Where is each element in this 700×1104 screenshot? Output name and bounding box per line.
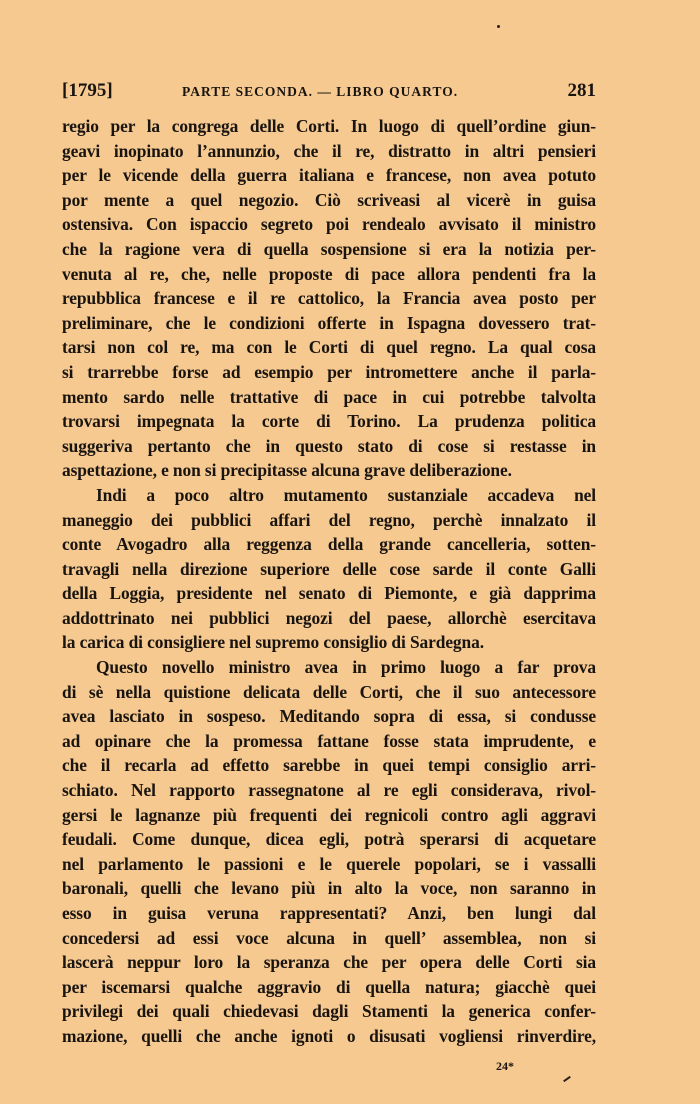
text-line: mento sardo nelle trattative di pace in cui potrebbe talvolta [62,386,596,407]
text-line: privilegi dei quali chiedevasi dagli Stamenti la generica confer- [62,1001,596,1022]
text-line: por mente a quel negozio. Ciò scriveasi al vicerè in guisa [62,189,596,210]
text-line: della Loggia, presidente nel senato di Piemonte, e già dapprima [62,583,596,604]
text-line: avea lasciato in sospeso. Meditando sopra di essa, si condusse [62,706,596,727]
text-line: conte Avogadro alla reggenza della grande cancelleria, sotten- [62,534,596,555]
ink-speck [497,25,500,28]
text-line: repubblica francese e il re cattolico, la Francia avea posto per [62,288,596,309]
text-line: nel parlamento le passioni e le querele popolari, se i vassalli [62,853,596,874]
ink-stroke [563,1076,571,1082]
text-line: geavi inopinato l’annunzio, che il re, distratto in altri pensieri [62,140,596,161]
text-line: che il recarla ad effetto sarebbe in quei tempi consiglio arri- [62,755,596,776]
page-number: 281 [567,80,596,101]
text-line: che la ragione vera di quella sospensione si era la notizia per- [62,238,596,259]
text-line: venuta al re, che, nelle proposte di pace allora pendenti fra la [62,263,596,284]
header-year: [1795] [62,80,113,101]
text-line: preliminare, che le condizioni offerte in Ispagna dovessero trat- [62,312,596,333]
text-line: lascerà neppur loro la speranza che per opera delle Corti sia [62,952,596,973]
text-line: tarsi non col re, ma con le Corti di quel regno. La qual cosa [62,337,596,358]
text-line: trovarsi impegnata la corte di Torino. La prudenza politica [62,411,596,432]
signature-mark: 24* [496,1059,514,1073]
text-line: ostensiva. Con ispaccio segreto poi rendealo avvisato il ministro [62,214,596,235]
text-line: ad opinare che la promessa fattane fosse stata imprudente, e [62,730,596,751]
text-line: schiato. Nel rapporto rassegnatone al re egli considerava, rivol- [62,780,596,801]
text-line: la carica di consigliere nel supremo consiglio di Sardegna. [62,632,484,653]
text-line: baronali, quelli che levano più in alto la voce, non saranno in [62,878,596,899]
text-line: travagli nella direzione superiore delle cose sarde il conte Galli [62,558,596,579]
text-line: feudali. Come dunque, dicea egli, potrà sperarsi di acquetare [62,829,596,850]
text-line: esso in guisa veruna rappresentati? Anzi, ben lungi dal [62,903,596,923]
text-line: regio per la congrega delle Corti. In luogo di quell’ordine giun- [62,116,596,136]
text-line: aspettazione, e non si precipitasse alcuna grave deliberazione. [62,460,512,481]
running-title: PARTE SECONDA. — LIBRO QUARTO. [182,84,459,99]
text-line: gersi le lagnanze più frequenti dei regnicoli contro agli aggravi [62,804,596,825]
text-line: maneggio dei pubblici affari del regno, perchè innalzato il [62,509,596,530]
text-line: per iscemarsi qualche aggravio di quella natura; giacchè quei [62,976,596,997]
text-line: addottrinato nei pubblici negozi del paese, allorchè esercitava [62,607,596,628]
text-line: concedersi ad essi voce alcuna in quell’ assemblea, non si [62,927,596,948]
body-text [62,114,596,1049]
text-line: suggeriva pertanto che in questo stato di cose si restasse in [62,435,596,456]
text-line: mazione, quelli che anche ignoti o disusati vogliensi rinverdire, [62,1025,596,1046]
text-line: si trarrebbe forse ad esempio per intromettere anche il parla- [62,361,596,382]
running-header [62,80,596,104]
paragraph-start-line: Questo novello ministro avea in primo luogo a far prova [96,657,596,678]
text-line: per le vicende della guerra italiana e francese, non avea potuto [62,165,596,186]
paragraph-start-line: Indi a poco altro mutamento sustanziale accadeva nel [96,484,596,505]
text-line: di sè nella quistione delicata delle Corti, che il suo antecessore [62,681,596,702]
